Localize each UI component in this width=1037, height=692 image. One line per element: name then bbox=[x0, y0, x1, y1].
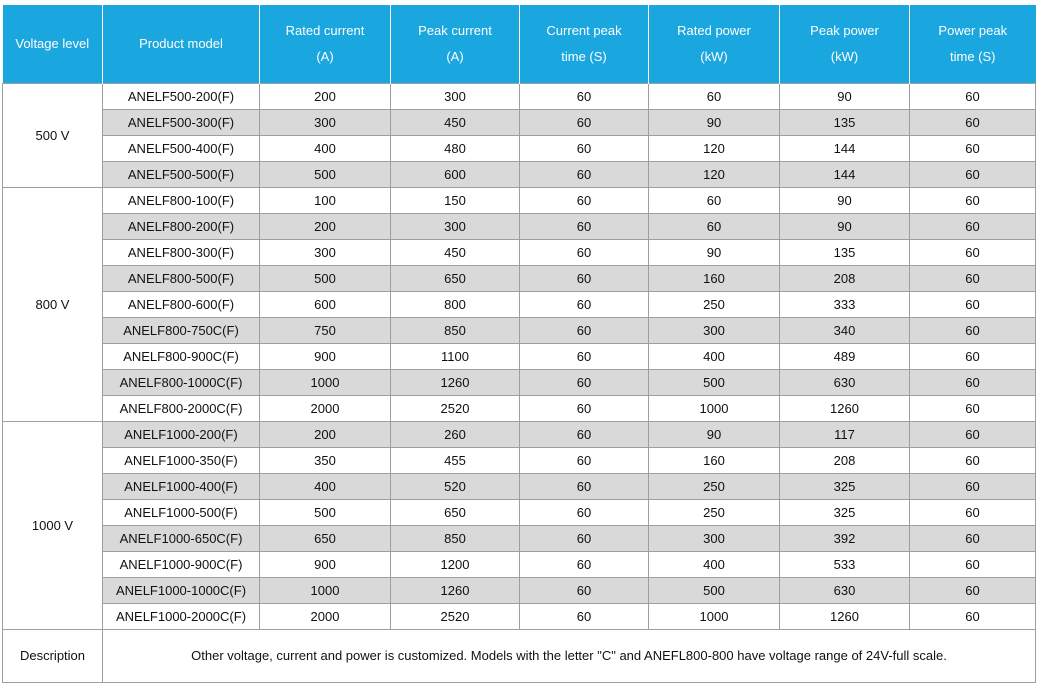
cell-product-model: ANELF800-100(F) bbox=[103, 188, 260, 214]
cell-current-peak-time: 60 bbox=[520, 552, 649, 578]
cell-peak-power: 90 bbox=[780, 84, 910, 110]
cell-product-model: ANELF800-750C(F) bbox=[103, 318, 260, 344]
cell-current-peak-time: 60 bbox=[520, 500, 649, 526]
cell-current-peak-time: 60 bbox=[520, 110, 649, 136]
table-row bbox=[3, 448, 1036, 474]
cell-product-model: ANELF500-500(F) bbox=[103, 162, 260, 188]
header-label-line2: (kW) bbox=[700, 49, 728, 64]
cell-rated-current: 400 bbox=[260, 474, 391, 500]
cell-power-peak-time: 60 bbox=[910, 604, 1036, 630]
cell-peak-power: 333 bbox=[780, 292, 910, 318]
cell-power-peak-time: 60 bbox=[910, 474, 1036, 500]
cell-rated-current: 900 bbox=[260, 344, 391, 370]
cell-product-model: ANELF1000-400(F) bbox=[103, 474, 260, 500]
cell-rated-current: 900 bbox=[260, 552, 391, 578]
cell-peak-current: 480 bbox=[391, 136, 520, 162]
cell-power-peak-time: 60 bbox=[910, 292, 1036, 318]
cell-peak-power: 208 bbox=[780, 448, 910, 474]
table-row bbox=[3, 604, 1036, 630]
cell-current-peak-time: 60 bbox=[520, 578, 649, 604]
voltage-level-cell: 800 V bbox=[3, 188, 103, 422]
cell-power-peak-time: 60 bbox=[910, 500, 1036, 526]
cell-peak-power: 135 bbox=[780, 240, 910, 266]
cell-rated-power: 250 bbox=[649, 500, 780, 526]
header-power-peak-time bbox=[910, 5, 1036, 84]
cell-current-peak-time: 60 bbox=[520, 136, 649, 162]
cell-peak-power: 144 bbox=[780, 136, 910, 162]
cell-product-model: ANELF800-200(F) bbox=[103, 214, 260, 240]
cell-peak-current: 850 bbox=[391, 318, 520, 344]
cell-rated-current: 1000 bbox=[260, 370, 391, 396]
cell-rated-power: 1000 bbox=[649, 396, 780, 422]
cell-rated-power: 60 bbox=[649, 188, 780, 214]
cell-power-peak-time: 60 bbox=[910, 162, 1036, 188]
cell-rated-current: 350 bbox=[260, 448, 391, 474]
cell-peak-current: 2520 bbox=[391, 604, 520, 630]
table-row bbox=[3, 162, 1036, 188]
header-label-line1: Peak power bbox=[810, 23, 879, 38]
cell-current-peak-time: 60 bbox=[520, 240, 649, 266]
header-product-model bbox=[103, 5, 260, 84]
header-peak-current bbox=[391, 5, 520, 84]
cell-peak-current: 300 bbox=[391, 84, 520, 110]
cell-current-peak-time: 60 bbox=[520, 214, 649, 240]
cell-rated-power: 300 bbox=[649, 318, 780, 344]
cell-power-peak-time: 60 bbox=[910, 318, 1036, 344]
header-label-line2: (A) bbox=[316, 49, 334, 64]
cell-product-model: ANELF800-2000C(F) bbox=[103, 396, 260, 422]
cell-product-model: ANELF500-400(F) bbox=[103, 136, 260, 162]
cell-rated-current: 200 bbox=[260, 422, 391, 448]
header-label-line2: (kW) bbox=[830, 49, 859, 64]
cell-power-peak-time: 60 bbox=[910, 188, 1036, 214]
cell-rated-power: 160 bbox=[649, 448, 780, 474]
cell-power-peak-time: 60 bbox=[910, 552, 1036, 578]
cell-peak-power: 117 bbox=[780, 422, 910, 448]
table-row bbox=[3, 136, 1036, 162]
cell-power-peak-time: 60 bbox=[910, 214, 1036, 240]
cell-peak-current: 1260 bbox=[391, 578, 520, 604]
cell-peak-power: 630 bbox=[780, 578, 910, 604]
header-label-line2: time (S) bbox=[950, 49, 996, 64]
cell-power-peak-time: 60 bbox=[910, 422, 1036, 448]
cell-rated-power: 90 bbox=[649, 240, 780, 266]
cell-peak-current: 650 bbox=[391, 266, 520, 292]
cell-current-peak-time: 60 bbox=[520, 266, 649, 292]
cell-current-peak-time: 60 bbox=[520, 448, 649, 474]
cell-power-peak-time: 60 bbox=[910, 370, 1036, 396]
cell-rated-power: 60 bbox=[649, 214, 780, 240]
cell-peak-power: 90 bbox=[780, 214, 910, 240]
cell-rated-current: 650 bbox=[260, 526, 391, 552]
header-label-line2: (A) bbox=[446, 49, 464, 64]
header-label-line1: Rated current bbox=[285, 23, 365, 38]
cell-current-peak-time: 60 bbox=[520, 604, 649, 630]
cell-peak-current: 260 bbox=[391, 422, 520, 448]
table-row bbox=[3, 396, 1036, 422]
cell-rated-current: 300 bbox=[260, 240, 391, 266]
cell-rated-current: 1000 bbox=[260, 578, 391, 604]
cell-current-peak-time: 60 bbox=[520, 292, 649, 318]
table-row bbox=[3, 552, 1036, 578]
cell-product-model: ANELF500-200(F) bbox=[103, 84, 260, 110]
cell-product-model: ANELF1000-650C(F) bbox=[103, 526, 260, 552]
cell-rated-power: 400 bbox=[649, 344, 780, 370]
cell-rated-current: 300 bbox=[260, 110, 391, 136]
cell-rated-current: 200 bbox=[260, 214, 391, 240]
table-row bbox=[3, 578, 1036, 604]
cell-current-peak-time: 60 bbox=[520, 370, 649, 396]
cell-rated-power: 160 bbox=[649, 266, 780, 292]
cell-product-model: ANELF500-300(F) bbox=[103, 110, 260, 136]
voltage-level-cell: 1000 V bbox=[3, 422, 103, 630]
cell-rated-current: 600 bbox=[260, 292, 391, 318]
table-row bbox=[3, 422, 1036, 448]
cell-peak-current: 650 bbox=[391, 500, 520, 526]
cell-current-peak-time: 60 bbox=[520, 526, 649, 552]
table-row bbox=[3, 526, 1036, 552]
cell-peak-current: 450 bbox=[391, 240, 520, 266]
cell-rated-current: 2000 bbox=[260, 396, 391, 422]
cell-product-model: ANELF1000-900C(F) bbox=[103, 552, 260, 578]
cell-peak-power: 392 bbox=[780, 526, 910, 552]
header-label-line1: Current peak bbox=[546, 23, 622, 38]
cell-rated-power: 90 bbox=[649, 422, 780, 448]
cell-peak-power: 489 bbox=[780, 344, 910, 370]
header-row bbox=[3, 5, 1036, 84]
header-label-line1: Peak current bbox=[418, 23, 492, 38]
table-row bbox=[3, 84, 1036, 110]
cell-product-model: ANELF1000-200(F) bbox=[103, 422, 260, 448]
cell-rated-power: 500 bbox=[649, 578, 780, 604]
header-rated-current bbox=[260, 5, 391, 84]
cell-product-model: ANELF1000-1000C(F) bbox=[103, 578, 260, 604]
cell-peak-power: 135 bbox=[780, 110, 910, 136]
cell-product-model: ANELF800-1000C(F) bbox=[103, 370, 260, 396]
cell-rated-power: 300 bbox=[649, 526, 780, 552]
table-row bbox=[3, 110, 1036, 136]
cell-power-peak-time: 60 bbox=[910, 578, 1036, 604]
cell-current-peak-time: 60 bbox=[520, 422, 649, 448]
cell-product-model: ANELF800-300(F) bbox=[103, 240, 260, 266]
cell-peak-power: 1260 bbox=[780, 604, 910, 630]
cell-peak-power: 1260 bbox=[780, 396, 910, 422]
header-label-line1: Voltage level bbox=[15, 36, 90, 51]
table-header bbox=[3, 5, 1036, 84]
header-label-line2: time (S) bbox=[561, 49, 607, 64]
description-label: Description bbox=[3, 630, 103, 683]
cell-power-peak-time: 60 bbox=[910, 84, 1036, 110]
table-row bbox=[3, 292, 1036, 318]
cell-peak-power: 325 bbox=[780, 474, 910, 500]
header-peak-power bbox=[780, 5, 910, 84]
header-current-peak-time bbox=[520, 5, 649, 84]
cell-current-peak-time: 60 bbox=[520, 188, 649, 214]
cell-peak-power: 144 bbox=[780, 162, 910, 188]
header-label-line1: Product model bbox=[139, 36, 223, 51]
cell-peak-current: 455 bbox=[391, 448, 520, 474]
header-label-line1: Power peak bbox=[938, 23, 1008, 38]
cell-product-model: ANELF800-500(F) bbox=[103, 266, 260, 292]
table-row bbox=[3, 500, 1036, 526]
table-row bbox=[3, 318, 1036, 344]
cell-rated-current: 200 bbox=[260, 84, 391, 110]
cell-current-peak-time: 60 bbox=[520, 474, 649, 500]
table-row bbox=[3, 214, 1036, 240]
cell-rated-power: 60 bbox=[649, 84, 780, 110]
description-row bbox=[3, 630, 1036, 683]
cell-peak-power: 325 bbox=[780, 500, 910, 526]
cell-current-peak-time: 60 bbox=[520, 318, 649, 344]
cell-product-model: ANELF800-900C(F) bbox=[103, 344, 260, 370]
cell-rated-current: 100 bbox=[260, 188, 391, 214]
cell-product-model: ANELF1000-2000C(F) bbox=[103, 604, 260, 630]
cell-peak-current: 520 bbox=[391, 474, 520, 500]
table-row bbox=[3, 370, 1036, 396]
table-row bbox=[3, 344, 1036, 370]
table-row bbox=[3, 240, 1036, 266]
cell-current-peak-time: 60 bbox=[520, 396, 649, 422]
cell-peak-power: 90 bbox=[780, 188, 910, 214]
cell-peak-current: 2520 bbox=[391, 396, 520, 422]
cell-peak-current: 1100 bbox=[391, 344, 520, 370]
cell-rated-power: 120 bbox=[649, 162, 780, 188]
cell-product-model: ANELF1000-500(F) bbox=[103, 500, 260, 526]
cell-rated-power: 1000 bbox=[649, 604, 780, 630]
cell-power-peak-time: 60 bbox=[910, 526, 1036, 552]
cell-product-model: ANELF1000-350(F) bbox=[103, 448, 260, 474]
table-body bbox=[3, 84, 1036, 683]
header-label-line1: Rated power bbox=[677, 23, 751, 38]
cell-peak-power: 340 bbox=[780, 318, 910, 344]
table-row bbox=[3, 188, 1036, 214]
spec-table-container bbox=[2, 5, 1036, 683]
cell-power-peak-time: 60 bbox=[910, 240, 1036, 266]
cell-rated-power: 500 bbox=[649, 370, 780, 396]
cell-power-peak-time: 60 bbox=[910, 266, 1036, 292]
cell-current-peak-time: 60 bbox=[520, 162, 649, 188]
cell-peak-current: 450 bbox=[391, 110, 520, 136]
cell-peak-current: 1200 bbox=[391, 552, 520, 578]
cell-peak-current: 300 bbox=[391, 214, 520, 240]
cell-power-peak-time: 60 bbox=[910, 344, 1036, 370]
spec-table bbox=[2, 5, 1036, 683]
cell-power-peak-time: 60 bbox=[910, 110, 1036, 136]
description-text: Other voltage, current and power is customized. Models with the letter "C" and ANEFL800-800 have voltage range of 24V-full scale. bbox=[103, 630, 1036, 683]
table-row bbox=[3, 474, 1036, 500]
table-row bbox=[3, 266, 1036, 292]
cell-rated-power: 120 bbox=[649, 136, 780, 162]
cell-current-peak-time: 60 bbox=[520, 344, 649, 370]
voltage-level-cell: 500 V bbox=[3, 84, 103, 188]
cell-peak-current: 800 bbox=[391, 292, 520, 318]
cell-rated-power: 250 bbox=[649, 474, 780, 500]
cell-peak-current: 850 bbox=[391, 526, 520, 552]
cell-rated-current: 500 bbox=[260, 266, 391, 292]
cell-rated-current: 750 bbox=[260, 318, 391, 344]
cell-peak-power: 208 bbox=[780, 266, 910, 292]
cell-peak-current: 600 bbox=[391, 162, 520, 188]
cell-product-model: ANELF800-600(F) bbox=[103, 292, 260, 318]
cell-peak-current: 150 bbox=[391, 188, 520, 214]
cell-rated-current: 400 bbox=[260, 136, 391, 162]
cell-rated-current: 500 bbox=[260, 500, 391, 526]
cell-rated-power: 250 bbox=[649, 292, 780, 318]
cell-rated-current: 500 bbox=[260, 162, 391, 188]
cell-current-peak-time: 60 bbox=[520, 84, 649, 110]
cell-power-peak-time: 60 bbox=[910, 448, 1036, 474]
cell-power-peak-time: 60 bbox=[910, 136, 1036, 162]
cell-peak-current: 1260 bbox=[391, 370, 520, 396]
cell-rated-power: 90 bbox=[649, 110, 780, 136]
cell-peak-power: 533 bbox=[780, 552, 910, 578]
cell-rated-current: 2000 bbox=[260, 604, 391, 630]
cell-rated-power: 400 bbox=[649, 552, 780, 578]
header-voltage-level bbox=[3, 5, 103, 84]
cell-power-peak-time: 60 bbox=[910, 396, 1036, 422]
cell-peak-power: 630 bbox=[780, 370, 910, 396]
header-rated-power bbox=[649, 5, 780, 84]
